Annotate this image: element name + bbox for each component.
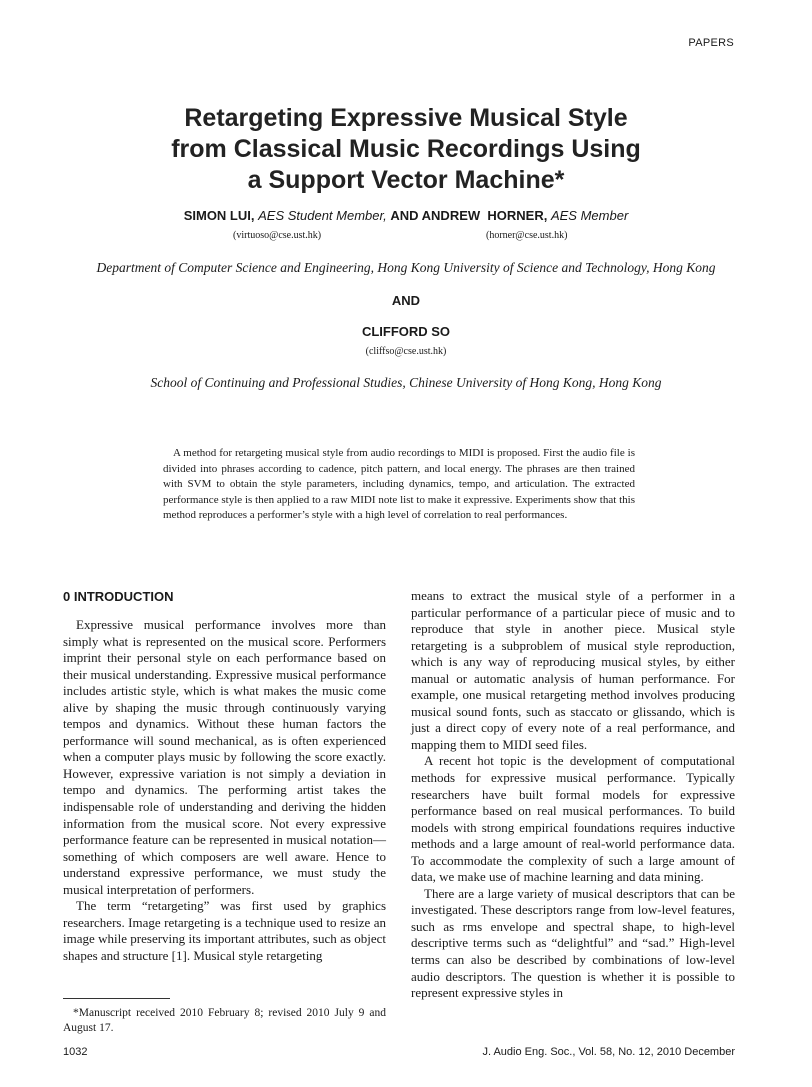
paper-title [0, 103, 812, 196]
author-2-email: (horner@cse.ust.hk) [486, 230, 568, 241]
paragraph: The term “retargeting” was first used by graphics researchers. Image retargeting is a technique used to resize an image while preserving its important attributes, such as object shapes and structure [1]. Musical style retargeting [63, 898, 386, 963]
footnote: *Manuscript received 2010 February 8; revised 2010 July 9 and August 17. [63, 1007, 386, 1034]
left-column [63, 588, 386, 964]
right-column [411, 588, 735, 1002]
footnote-divider [63, 998, 170, 999]
author-3-name: CLIFFORD SO [361, 324, 451, 339]
journal-reference: J. Audio Eng. Soc., Vol. 58, No. 12, 2010 December [482, 1046, 735, 1058]
title-line-3: a Support Vector Machine* [247, 166, 565, 194]
section-heading: 0 INTRODUCTION [63, 589, 174, 604]
paragraph: Expressive musical performance involves more than simply what is represented on the musical score. Performers imprint their personal style on each performance based on their musical understanding. Expressive musical performance includes artistic style, which is what makes the music come alive by shaping the music through continuously varying tempos and dynamics. Without these human factors the performance will sound mechanical, as is often experienced when a computer plays music by following the score exactly. However, expressive variation is not simply a deviation in tempo and dynamics. The performing artist takes the indispensable role of understanding and deriving the hidden information from the musical score. Not every expressive performance feature can be represented in musical notation—something of which composers are well aware. Hence to understand expressive performance, we must study the musical interpretation of performers. [63, 617, 386, 897]
affiliation-2: School of Continuing and Professional Studies, Chinese University of Hong Kong, Hong Kong [150, 375, 662, 390]
author-2-role: AES Member [550, 208, 629, 223]
author-2-name: HORNER, [487, 208, 548, 223]
author-and-conjunction: AND ANDREW [390, 208, 481, 223]
author-3-email: (cliffso@cse.ust.hk) [365, 346, 447, 357]
section-label: PAPERS [688, 37, 734, 49]
author-line [0, 208, 812, 223]
affiliation-1: Department of Computer Science and Engineering, Hong Kong University of Science and Technology, Hong Kong [96, 260, 716, 275]
author-1-name: SIMON LUI, [183, 208, 255, 223]
author-separator: AND [391, 293, 421, 308]
page-number: 1032 [63, 1046, 88, 1058]
title-line-1: Retargeting Expressive Musical Style [184, 104, 628, 132]
author-1-role: AES Student Member, [258, 208, 387, 223]
paragraph: means to extract the musical style of a performer in a particular performance of a particular piece of music and to reproduce that style in another piece. Musical style retargeting is a subproblem of musical style reproduction, which is any way of reproducing musical styles, by either manual or automatic analysis of human performance. For example, one musical retargeting method involves producing musical sound fonts, such as staccato or glissando, which is just a direct copy of every note of a real performance, and mapping them to MIDI seed files. [411, 588, 735, 752]
author-1-email: (virtuoso@cse.ust.hk) [233, 230, 322, 241]
title-line-2: from Classical Music Recordings Using [171, 135, 641, 163]
paragraph: A recent hot topic is the development of computational methods for expressive musical performance. Typically researchers have built formal models for expressive performance based on real musical performances. To build models with strong empirical foundations requires inductive methods and a large amount of real-world performance data. To accommodate the complexity of such a large amount of data, we make use of machine learning and data mining. [411, 753, 735, 885]
abstract: A method for retargeting musical style from audio recordings to MIDI is proposed. First the audio file is divided into phrases according to cadence, pitch pattern, and local energy. The phrases are then trained with SVM to obtain the style parameters, including dynamics, tempo, and articulation. The extracted performance style is then applied to a raw MIDI note list to make it expressive. Experiments show that this method reproduces a performer’s style with a high level of correlation to real performances. [163, 447, 635, 521]
paragraph: There are a large variety of musical descriptors that can be investigated. These descriptors range from low-level features, such as rms envelope and spectral shape, to high-level descriptive terms such as “delightful” and “sad.” High-level terms can also be described by combinations of low-level audio descriptors. The question is whether it is possible to represent expressive styles in [411, 885, 735, 1001]
